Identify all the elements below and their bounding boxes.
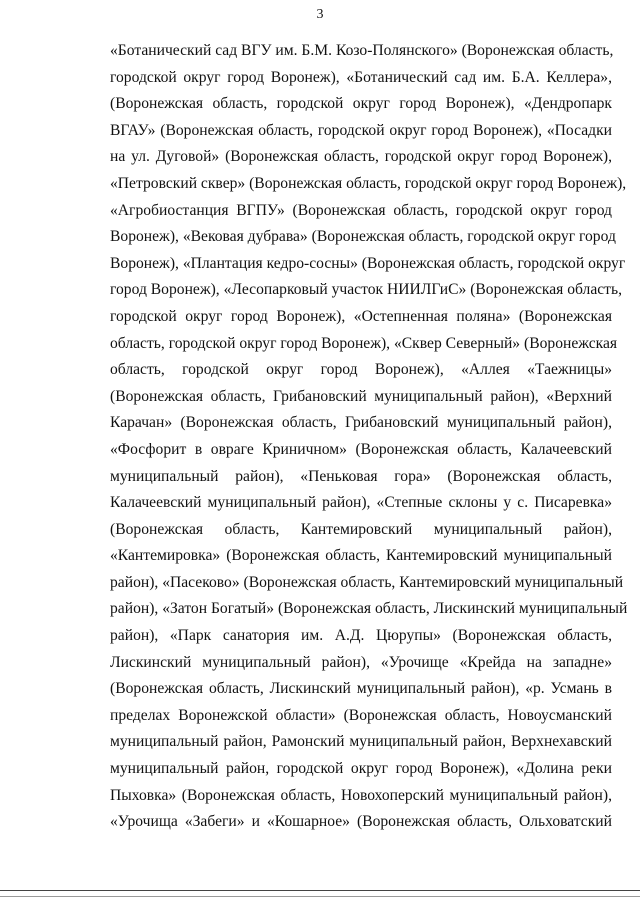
bottom-scan-line	[0, 890, 640, 891]
text-line: Воронеж), «Плантация кедро-сосны» (Воронежская область, городской округ	[110, 254, 626, 272]
text-line: район), «Пасеково» (Воронежская область, Кантемировский муниципальный	[110, 573, 624, 591]
text-line: муниципальный район, Рамонский муниципальный район, Верхнехавский	[110, 733, 612, 751]
text-line: пределах Воронежской области» (Воронежская область, Новоусманский	[110, 706, 612, 724]
text-line: «Ботанический сад ВГУ им. Б.М. Козо-Полянского» (Воронежская область,	[110, 42, 614, 59]
text-line: Карачан» (Воронежская область, Грибановский муниципальный район),	[110, 414, 612, 432]
text-line: на ул. Дуговой» (Воронежская область, городской округ город Воронеж),	[110, 148, 612, 166]
text-line: городской округ город Воронеж), «Ботанический сад им. Б.А. Келлера»,	[110, 68, 612, 86]
text-line: городской округ город Воронеж), «Остепненная поляна» (Воронежская	[110, 307, 612, 325]
text-line: (Воронежская область, городской округ город Воронеж), «Дендропарк	[110, 95, 612, 113]
text-line: ВГАУ» (Воронежская область, городской округ город Воронеж), «Посадки	[110, 121, 612, 139]
text-line: «Агробиостанция ВГПУ» (Воронежская область, городской округ город	[110, 201, 612, 219]
text-line: «Петровский сквер» (Воронежская область, городской округ город Воронеж),	[110, 174, 627, 192]
text-line: город Воронеж), «Лесопарковый участок НИИЛГиС» (Воронежская область,	[110, 281, 622, 299]
text-line: «Урочища «Забеги» и «Кошарное» (Воронежская область, Ольховатский	[110, 813, 612, 831]
text-line: Пыховка» (Воронежская область, Новохоперский муниципальный район),	[110, 786, 612, 804]
text-line: район), «Затон Богатый» (Воронежская область, Лискинский муниципальный	[110, 600, 628, 618]
text-line: область, городской округ город Воронеж), «Аллея «Таежницы»	[110, 361, 612, 379]
text-line: район), «Парк санатория им. А.Д. Цюрупы» (Воронежская область,	[110, 627, 612, 645]
text-line: муниципальный район, городской округ город Воронеж), «Долина реки	[110, 760, 612, 778]
text-line: (Воронежская область, Грибановский муниципальный район), «Верхний	[110, 387, 612, 405]
text-line: (Воронежская область, Кантемировский муниципальный район),	[110, 520, 612, 538]
text-line: муниципальный район), «Пеньковая гора» (Воронежская область,	[110, 467, 612, 485]
text-line: (Воронежская область, Лискинский муниципальный район), «р. Усмань в	[110, 680, 612, 698]
bottom-scan-line	[0, 896, 640, 897]
body-text	[110, 38, 628, 836]
page-number: 3	[316, 7, 324, 22]
text-line: Калачеевский муниципальный район), «Степные склоны у с. Писаревка»	[110, 494, 612, 512]
text-line: Лискинский муниципальный район), «Урочище «Крейда на западне»	[110, 653, 612, 671]
text-line: Воронеж), «Вековая дубрава» (Воронежская область, городской округ город	[110, 228, 616, 246]
text-line: «Кантемировка» (Воронежская область, Кантемировский муниципальный	[110, 547, 612, 565]
text-line: «Фосфорит в овраге Криничном» (Воронежская область, Калачеевский	[110, 440, 612, 458]
text-line: область, городской округ город Воронеж), «Сквер Северный» (Воронежская	[110, 334, 618, 352]
